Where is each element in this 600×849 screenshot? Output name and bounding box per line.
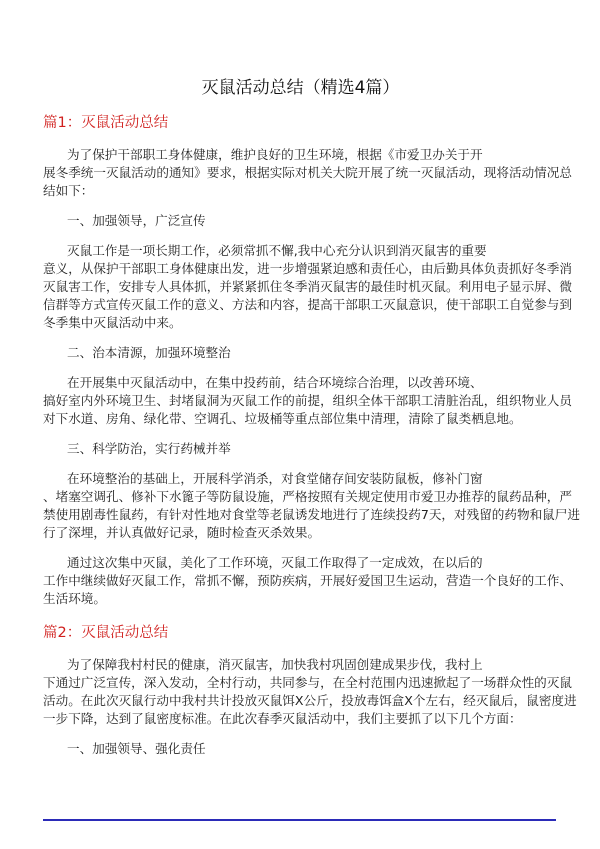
text-line: 展冬季统一灭鼠活动的通知》要求，根据实际对机关大院开展了统一灭鼠活动，现将活动情况总 bbox=[43, 165, 572, 180]
text-line: 灭鼠工作是一项长期工作，必须常抓不懈,我中心充分认识到消灭鼠害的重要 bbox=[67, 243, 487, 258]
subheading bbox=[43, 440, 558, 458]
text-line: 搞好室内外环境卫生、封堵鼠洞为灭鼠工作的前提，组织全体干部职工清脏治乱，组织物业人员 bbox=[43, 393, 572, 408]
paragraph bbox=[43, 656, 577, 728]
text-line: 通过这次集中灭鼠，美化了工作环境，灭鼠工作取得了一定成效，在以后的 bbox=[67, 555, 483, 570]
text-line: 生活环境。 bbox=[43, 591, 106, 606]
text-line: 下通过广泛宣传，深入发动，全村行动，共同参与，在全村范围内迅速掀起了一场群众性的灭鼠 bbox=[43, 675, 572, 690]
document-body bbox=[43, 112, 580, 758]
text-line: 三、科学防治，实行药械并举 bbox=[67, 441, 231, 456]
text-line: 行了深埋，并认真做好记录，随时检查灭杀效果。 bbox=[43, 525, 321, 540]
text-line: 一步下降，达到了鼠密度标准。在此次春季灭鼠活动中，我们主要抓了以下几个方面： bbox=[43, 711, 522, 726]
text-line: 对下水道、房角、绿化带、空调孔、垃圾桶等重点部位集中清理，清除了鼠类栖息地。 bbox=[43, 411, 522, 426]
text-line: 二、治本清源，加强环境整治 bbox=[67, 345, 231, 360]
subheading bbox=[43, 344, 558, 362]
text-line: 冬季集中灭鼠活动中来。 bbox=[43, 315, 182, 330]
paragraph bbox=[43, 554, 572, 608]
paragraph bbox=[43, 374, 572, 428]
section-1 bbox=[43, 112, 580, 608]
paragraph bbox=[43, 242, 572, 332]
text-line: 信群等方式宣传灭鼠工作的意义、方法和内容，提高干部职工灭鼠意识，使干部职工自觉参与到 bbox=[43, 297, 572, 312]
footer-divider bbox=[43, 819, 556, 821]
text-line: 灭鼠害工作，安排专人具体抓，并紧紧抓住冬季消灭鼠害的最佳时机灭鼠。利用电子显示屏、微 bbox=[43, 279, 572, 294]
text-line: 一、加强领导，广泛宣传 bbox=[67, 213, 206, 228]
section-heading: 篇1：灭鼠活动总结 bbox=[43, 115, 169, 131]
text-line: 结如下： bbox=[43, 183, 94, 198]
subheading bbox=[43, 740, 558, 758]
text-line: 意义，从保护干部职工身体健康出发，进一步增强紧迫感和责任心，由后勤具体负责抓好冬季消 bbox=[43, 261, 572, 276]
paragraph bbox=[43, 470, 580, 542]
document-title: 灭鼠活动总结（精选4篇） bbox=[201, 78, 400, 98]
section-2 bbox=[43, 622, 577, 758]
text-line: 在环境整治的基础上，开展科学消杀，对食堂储存间安装防鼠板，修补门窗 bbox=[67, 471, 483, 486]
text-line: 活动。在此次灭鼠行动中我村共计投放灭鼠饵X公斤，投放毒饵盒X个左右，经灭鼠后，鼠密度进 bbox=[43, 693, 577, 708]
text-line: 为了保障我村村民的健康，消灭鼠害，加快我村巩固创建成果步伐，我村上 bbox=[67, 657, 483, 672]
subheading bbox=[43, 212, 558, 230]
text-line: 禁使用剧毒性鼠药，有针对性地对食堂等老鼠诱发地进行了连续投药7天，对残留的药物和鼠尸进 bbox=[43, 507, 580, 522]
text-line: 工作中继续做好灭鼠工作，常抓不懈，预防疾病，开展好爱国卫生运动，营造一个良好的工作、 bbox=[43, 573, 572, 588]
section-heading: 篇2：灭鼠活动总结 bbox=[43, 625, 169, 641]
document-page bbox=[43, 76, 580, 758]
text-line: 一、加强领导、强化责任 bbox=[67, 741, 206, 756]
paragraph bbox=[43, 146, 572, 200]
text-line: 在开展集中灭鼠活动中，在集中投药前，结合环境综合治理，以改善环境、 bbox=[67, 375, 483, 390]
text-line: 、堵塞空调孔、修补下水篦子等防鼠设施，严格按照有关规定使用市爱卫办推荐的鼠药品种，严 bbox=[43, 489, 572, 504]
text-line: 为了保护干部职工身体健康，维护良好的卫生环境，根据《市爱卫办关于开 bbox=[67, 147, 483, 162]
